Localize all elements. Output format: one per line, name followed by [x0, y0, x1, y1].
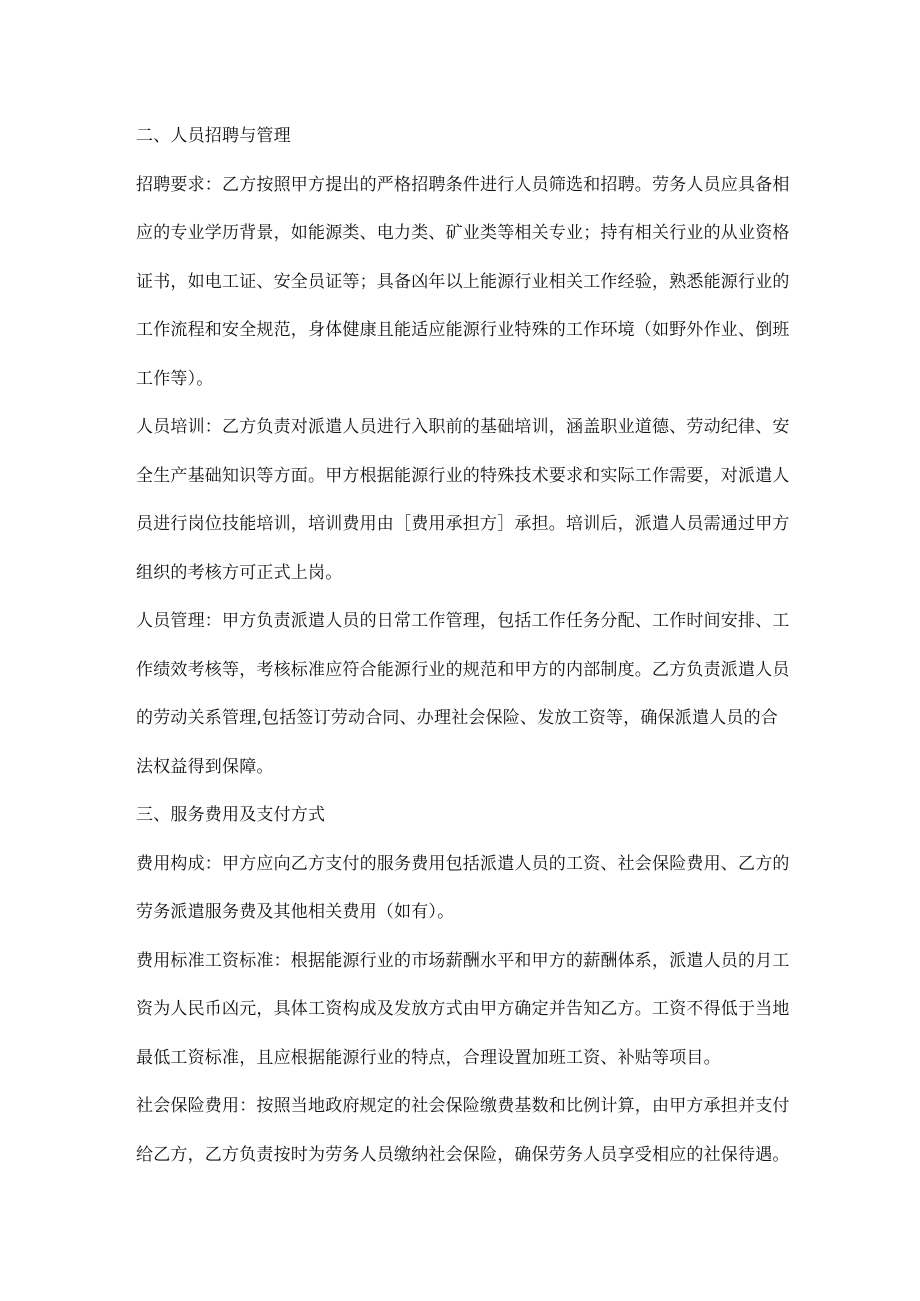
- paragraph-social-insurance: 社会保险费用：按照当地政府规定的社会保险缴费基数和比例计算，由甲方承担并支付给乙方，乙方负责按时为劳务人员缴纳社会保险，确保劳务人员享受相应的社保待遇。: [136, 1096, 790, 1165]
- paragraph-management: 人员管理：甲方负责派遣人员的日常工作管理，包括工作任务分配、工作时间安排、工作绩效考核等，考核标准应符合能源行业的规范和甲方的内部制度。乙方负责派遣人员的劳动关系管理,包括签订劳动合同、办理社会保险、发放工资等，确保派遣人员的合法权益得到保障。: [136, 611, 790, 777]
- document-page: [136, 112, 790, 1179]
- paragraph-wage-standard: 费用标准工资标准：根据能源行业的市场薪酬水平和甲方的薪酬体系，派遣人员的月工资为人民币凶元，具体工资构成及发放方式由甲方确定并告知乙方。工资不得低于当地最低工资标准，且应根据能源行业的特点，合理设置加班工资、补贴等项目。: [136, 950, 790, 1068]
- paragraph-recruitment: 招聘要求：乙方按照甲方提出的严格招聘条件进行人员筛选和招聘。劳务人员应具备相应的专业学历背景，如能源类、电力类、矿业类等相关专业；持有相关行业的从业资格证书，如电工证、安全员证等；具备凶年以上能源行业相关工作经验，熟悉能源行业的工作流程和安全规范，身体健康且能适应能源行业特殊的工作环境（如野外作业、倒班工作等）。: [136, 174, 790, 389]
- section-heading-personnel: 二、人员招聘与管理: [136, 126, 291, 146]
- paragraph-fee-composition: 费用构成：甲方应向乙方支付的服务费用包括派遣人员的工资、社会保险费用、乙方的劳务派遣服务费及其他相关费用（如有）。: [136, 853, 790, 922]
- paragraph-training: 人员培训：乙方负责对派遣人员进行入职前的基础培训，涵盖职业道德、劳动纪律、安全生产基础知识等方面。甲方根据能源行业的特殊技术要求和实际工作需要，对派遣人员进行岗位技能培训，培训费用由［费用承担方］承担。培训后，派遣人员需通过甲方组织的考核方可正式上岗。: [136, 417, 790, 583]
- section-heading-fees: 三、服务费用及支付方式: [136, 805, 326, 825]
